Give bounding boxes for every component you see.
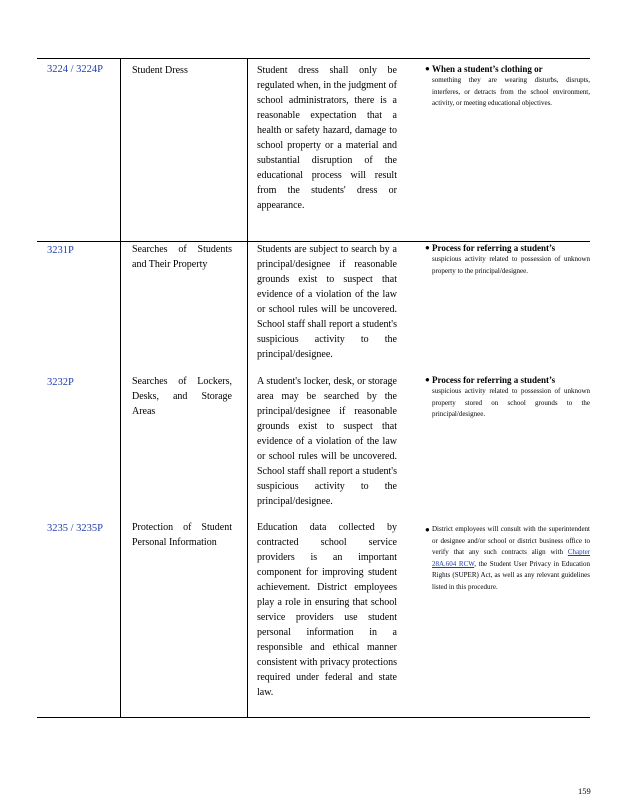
policy-code: 3224 / 3224P bbox=[47, 64, 104, 75]
policy-description: Student dress shall only be regulated when, in the judgment of school administrators, there is a reasonable expectation that a health or safety hazard, damage to school property or a material and substantial disruption of the educational process will result from the students' dress or appearance. bbox=[257, 65, 397, 211]
policy-note bbox=[425, 242, 590, 277]
table-row bbox=[37, 241, 590, 373]
column-divider bbox=[247, 58, 248, 241]
policy-description: Education data collected by contracted school service providers is an important component for improving student achievement. District employees play a role in ensuring that school service providers use student personal information in a responsible and ethical manner consistent with privacy protections required under federal and state law. bbox=[257, 522, 397, 698]
column-divider bbox=[247, 519, 248, 717]
column-divider bbox=[120, 58, 121, 241]
policy-title: Protection of Student Personal Information bbox=[132, 522, 232, 548]
table-row bbox=[37, 373, 590, 519]
column-divider bbox=[247, 241, 248, 373]
column-divider bbox=[120, 241, 121, 373]
policy-code: 3235 / 3235P bbox=[47, 523, 104, 534]
policy-description: A student's locker, desk, or storage area may be searched by the principal/designee if reasonable grounds exist to suspect that evidence of a violation of the law or school rules will be uncovered. School staff shall report a student's suspicious activity to the principal/designee. bbox=[257, 376, 397, 507]
policy-code: 3231P bbox=[47, 245, 74, 256]
page-number: 159 bbox=[578, 786, 591, 796]
table-row bbox=[37, 519, 590, 717]
bullet-icon: ● bbox=[425, 64, 430, 73]
table-bottom-border bbox=[37, 717, 590, 718]
policy-code: 3232P bbox=[47, 377, 74, 388]
policy-description: Students are subject to search by a principal/designee if reasonable grounds exist to suspect that evidence of a violation of the law or school rules will be uncovered. School staff shall report a student's suspicious activity to the principal/designee. bbox=[257, 244, 397, 360]
policy-note bbox=[425, 63, 590, 110]
table-row bbox=[37, 58, 590, 241]
policy-note bbox=[425, 524, 591, 593]
note-heading: Process for referring a student’s bbox=[432, 243, 556, 253]
note-heading: When a student’s clothing or bbox=[432, 64, 543, 74]
note-body: suspicious activity related to possession of unknown property stored on school grounds to the principal/designee. bbox=[432, 387, 590, 418]
policy-title: Searches of Lockers, Desks, and Storage Areas bbox=[132, 376, 232, 417]
bullet-icon: ● bbox=[425, 525, 430, 534]
note-body: something they are wearing disturbs, disrupts, interferes, or detracts from the school environment, activity, or meeting educational objectives. bbox=[432, 76, 590, 107]
note-body-continued: , the Student User Privacy in Education Rights (SUPER) Act, as well as any relevant guidelines listed in this procedure. bbox=[432, 559, 590, 591]
column-divider bbox=[247, 373, 248, 519]
column-divider bbox=[120, 373, 121, 519]
bullet-icon: ● bbox=[425, 243, 430, 252]
policy-title: Searches of Students and Their Property bbox=[132, 244, 232, 270]
note-heading: Process for referring a student’s bbox=[432, 375, 556, 385]
bullet-icon: ● bbox=[425, 375, 430, 384]
note-body: District employees will consult with the superintendent or designee and/or school or district business office to verify that any such contracts align with bbox=[432, 525, 590, 556]
rcw-link[interactable]: Chapter 28A.604 RCW bbox=[432, 548, 591, 568]
policy-note bbox=[425, 374, 590, 421]
policy-title: Student Dress bbox=[132, 65, 188, 76]
note-body: suspicious activity related to possession of unknown property to the principal/designee. bbox=[432, 255, 590, 275]
column-divider bbox=[120, 519, 121, 717]
